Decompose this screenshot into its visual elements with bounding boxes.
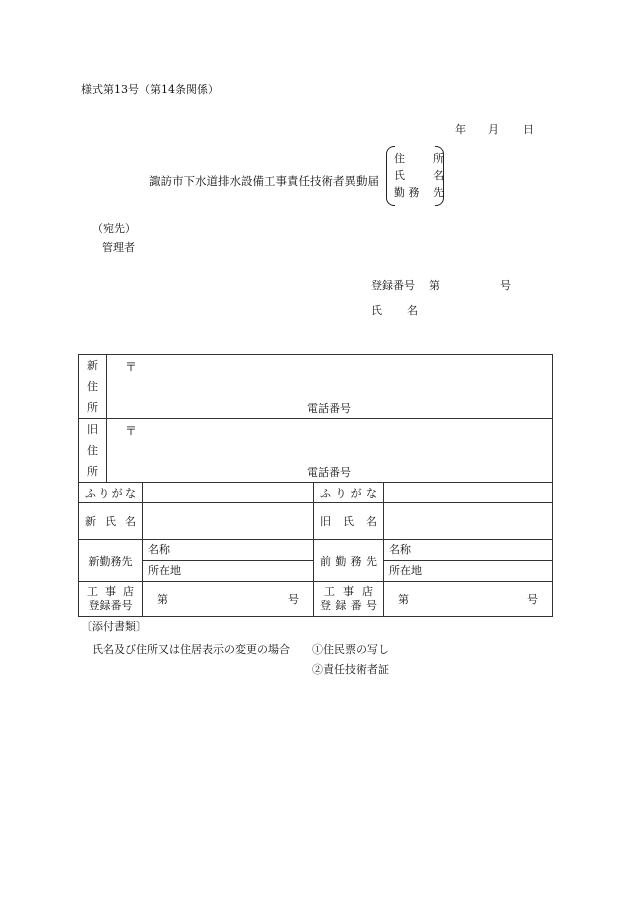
new-contractor-number[interactable]: 第 号 [143, 582, 314, 617]
workplace-row [79, 540, 553, 582]
title-option-bracket [386, 146, 444, 204]
applicant-name-label: 氏 名 [371, 304, 418, 317]
new-workplace-location[interactable]: 所在地 [148, 564, 181, 577]
addressee-name: 管理者 [102, 241, 135, 254]
old-workplace-fields [384, 540, 553, 582]
date-day-label: 日 [523, 123, 534, 136]
new-furigana-field[interactable] [143, 483, 314, 503]
new-workplace-fields [143, 540, 314, 582]
date-month-label: 月 [488, 123, 499, 136]
postal-mark: 〒 [125, 359, 138, 374]
registration-label: 登録番号 [371, 279, 415, 292]
postal-mark: 〒 [125, 423, 138, 438]
form-number: 様式第13号（第14条関係） [81, 83, 219, 96]
old-name-label: 旧 氏 名 [314, 503, 384, 540]
old-workplace-name[interactable]: 名称 [384, 540, 552, 561]
old-phone-label: 電話番号 [307, 465, 351, 479]
title-option-name: 氏 名 [394, 169, 444, 182]
attachments-title: 〔添付書類〕 [81, 620, 147, 633]
old-address-field[interactable] [107, 419, 553, 483]
contractor-row [79, 582, 553, 617]
registration-dai: 第 [429, 279, 440, 292]
name-row [79, 503, 553, 540]
title-option-workplace: 勤 務 先 [394, 186, 444, 199]
old-contractor-number[interactable]: 第 号 [384, 582, 553, 617]
new-workplace-label: 新勤務先 [79, 540, 143, 582]
new-address-row [79, 355, 553, 419]
attachment-item: ①住民票の写し [312, 643, 389, 656]
old-name-field[interactable] [384, 503, 553, 540]
addressee-label: （宛先） [92, 222, 136, 235]
new-contractor-label: 工 事 店 登録番号 [79, 582, 143, 617]
date-year-label: 年 [455, 123, 466, 136]
title-option-address: 住 所 [394, 152, 444, 165]
document-title: 諏訪市下水道排水設備工事責任技術者異動届 [149, 174, 379, 188]
new-address-label: 新 住 所 [79, 355, 107, 419]
new-workplace-name[interactable]: 名称 [143, 540, 313, 561]
old-workplace-label: 前 勤 務 先 [314, 540, 384, 582]
old-address-label: 旧 住 所 [79, 419, 107, 483]
furigana-row [79, 483, 553, 503]
registration-go: 号 [500, 279, 511, 292]
old-contractor-label: 工 事 店 登 録 番 号 [314, 582, 384, 617]
old-workplace-location[interactable]: 所在地 [389, 564, 422, 577]
attachment-condition: 氏名及び住所又は住居表示の変更の場合 [92, 643, 290, 656]
old-address-row [79, 419, 553, 483]
new-furigana-label: ふ り が な [79, 483, 143, 503]
change-form-table [78, 354, 553, 617]
new-address-field[interactable] [107, 355, 553, 419]
attachment-item: ②責任技術者証 [312, 663, 389, 676]
old-furigana-label: ふ り が な [314, 483, 384, 503]
new-name-field[interactable] [143, 503, 314, 540]
new-phone-label: 電話番号 [307, 401, 351, 415]
new-name-label: 新 氏 名 [79, 503, 143, 540]
old-furigana-field[interactable] [384, 483, 553, 503]
